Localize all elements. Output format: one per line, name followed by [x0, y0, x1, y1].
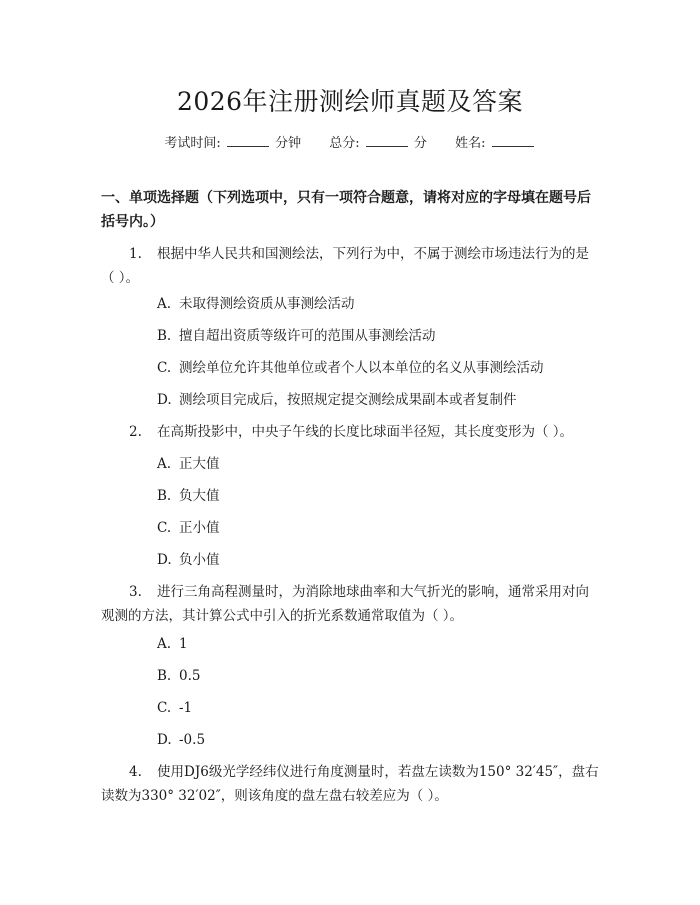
- option-letter: A.: [157, 636, 172, 652]
- option-text: 未取得测绘资质从事测绘活动: [179, 296, 355, 312]
- question-number: 3.: [129, 584, 142, 600]
- time-unit: 分钟: [275, 136, 302, 151]
- option-1b: [157, 326, 436, 346]
- option-text: 测绘单位允许其他单位或者个人以本单位的名义从事测绘活动: [179, 360, 544, 376]
- time-blank: [227, 134, 269, 147]
- option-letter: C.: [157, 700, 172, 716]
- question-2: [101, 420, 601, 444]
- score-unit: 分: [413, 136, 427, 151]
- name-blank: [492, 134, 534, 147]
- option-letter: B.: [157, 668, 172, 684]
- option-text: 擅自超出资质等级许可的范围从事测绘活动: [179, 328, 436, 344]
- option-text: 测绘项目完成后，按照规定提交测绘成果副本或者复制件: [179, 392, 517, 408]
- option-letter: A.: [157, 296, 172, 312]
- exam-time: [164, 136, 305, 151]
- option-text: 正小值: [179, 520, 220, 536]
- question-number: 2.: [129, 424, 142, 440]
- option-letter: D.: [157, 732, 172, 748]
- option-3d: [157, 730, 205, 750]
- option-1d: [157, 390, 517, 410]
- question-text: 进行三角高程测量时，为消除地球曲率和大气折光的影响，通常采用对向观测的方法，其计算公式中引入的折光系数通常取值为（ ）。: [101, 584, 589, 624]
- option-2b: [157, 486, 220, 506]
- option-text: 负小值: [179, 552, 220, 568]
- option-3c: [157, 698, 192, 718]
- score-blank: [366, 134, 408, 147]
- exam-name: [455, 136, 536, 151]
- option-letter: C.: [157, 360, 172, 376]
- name-label: 姓名:: [455, 136, 486, 151]
- section-heading: 一、单项选择题（下列选项中，只有一项符合题意，请将对应的字母填在题号后括号内。）: [101, 190, 591, 230]
- option-letter: D.: [157, 392, 172, 408]
- exam-score: [329, 136, 431, 151]
- option-letter: A.: [157, 456, 172, 472]
- option-2c: [157, 518, 220, 538]
- option-3a: [157, 634, 188, 654]
- score-label: 总分:: [329, 136, 360, 151]
- option-1a: [157, 294, 355, 314]
- question-number: 1.: [129, 246, 142, 262]
- option-letter: B.: [157, 488, 172, 504]
- question-1: [101, 242, 601, 290]
- option-text: 0.5: [179, 668, 201, 684]
- exam-meta: [0, 132, 700, 151]
- question-3: [101, 580, 601, 628]
- option-letter: D.: [157, 552, 172, 568]
- question-text: 根据中华人民共和国测绘法，下列行为中，不属于测绘市场违法行为的是（ ）。: [101, 246, 589, 286]
- time-label: 考试时间:: [164, 136, 221, 151]
- question-text: 在高斯投影中，中央子午线的长度比球面半径短，其长度变形为（ ）。: [157, 424, 574, 440]
- option-text: -1: [179, 700, 193, 716]
- question-number: 4.: [129, 764, 142, 780]
- option-2a: [157, 454, 220, 474]
- option-text: 1: [179, 636, 188, 652]
- question-4: [101, 760, 601, 808]
- option-3b: [157, 666, 200, 686]
- option-text: 正大值: [179, 456, 220, 472]
- option-1c: [157, 358, 544, 378]
- option-text: 负大值: [179, 488, 220, 504]
- option-letter: C.: [157, 520, 172, 536]
- document-title: 2026年注册测绘师真题及答案: [176, 87, 524, 116]
- option-2d: [157, 550, 220, 570]
- question-text: 使用DJ6级光学经纬仪进行角度测量时，若盘左读数为150° 32′45″，盘右读数为330° 32′02″，则该角度的盘左盘右较差应为（ ）。: [101, 764, 599, 804]
- option-text: -0.5: [179, 732, 206, 748]
- option-letter: B.: [157, 328, 172, 344]
